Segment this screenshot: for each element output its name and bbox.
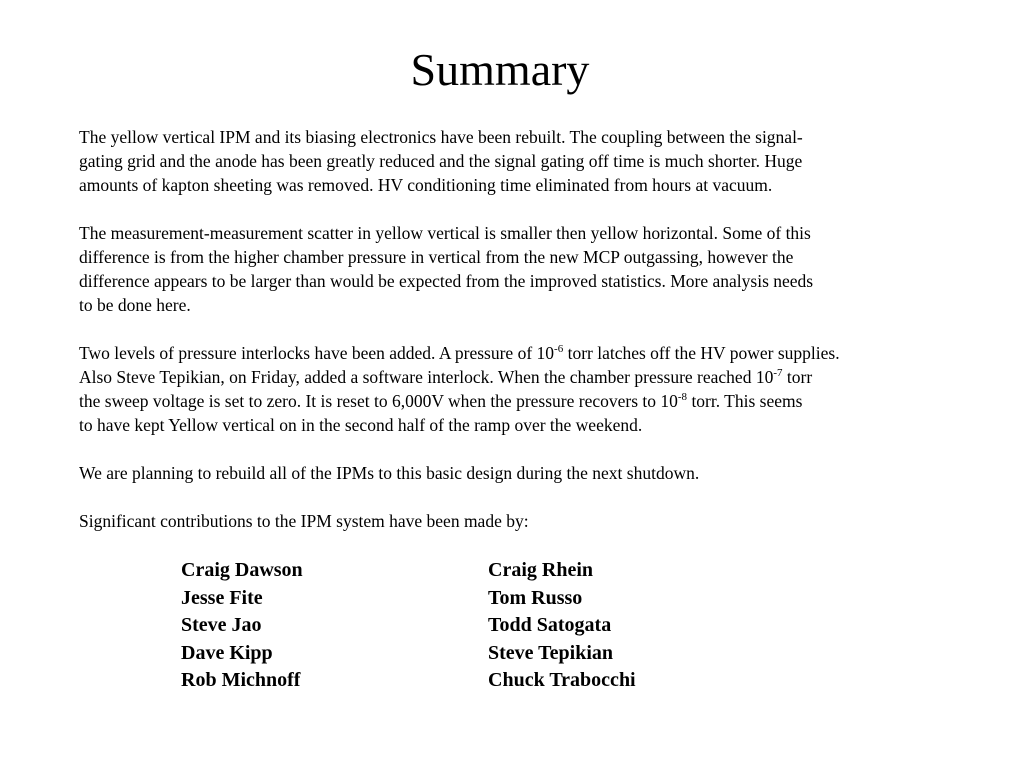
contributor-name: Steve Jao <box>181 614 262 636</box>
paragraph-scatter <box>79 221 979 317</box>
contributors-right-column <box>488 557 636 695</box>
text-segment: torr. This seems <box>687 391 803 411</box>
slide-title: Summary <box>410 44 590 95</box>
text-line: Significant contributions to the IPM system have been made by: <box>79 511 529 531</box>
contributor-name: Jesse Fite <box>181 586 263 609</box>
text-segment: torr latches off the HV power supplies. <box>563 343 840 363</box>
paragraph-plans <box>79 461 979 485</box>
contributor-name: Craig Rhein <box>488 559 593 581</box>
text-line: The measurement-measurement scatter in yellow vertical is smaller then yellow horizontal. Some of this <box>79 223 811 243</box>
exponent: -7 <box>773 367 783 380</box>
text-segment: the sweep voltage is set to zero. It is reset to 6,000V when the pressure recovers to 10 <box>79 391 678 411</box>
text-line: The yellow vertical IPM and its biasing electronics have been rebuilt. The coupling between the signal- <box>79 127 803 147</box>
exponent: -6 <box>554 343 564 356</box>
contributor-name: Steve Tepikian <box>488 641 614 664</box>
contributors-left-column <box>181 557 303 695</box>
contributor-name: Rob Michnoff <box>181 669 301 691</box>
text-line: difference appears to be larger than would be expected from the improved statistics. More analysis needs <box>79 271 814 291</box>
text-line: to be done here. <box>79 295 191 315</box>
contributor-name: Chuck Trabocchi <box>488 669 636 691</box>
contributor-name: Dave Kipp <box>181 641 273 664</box>
contributor-name: Tom Russo <box>488 586 583 609</box>
text-line: amounts of kapton sheeting was removed. HV conditioning time eliminated from hours at vacuum. <box>79 175 773 195</box>
text-segment: Also Steve Tepikian, on Friday, added a software interlock. When the chamber pressure reached 10 <box>79 367 774 387</box>
paragraph-interlocks <box>79 341 979 437</box>
text-line: We are planning to rebuild all of the IPMs to this basic design during the next shutdown. <box>79 463 700 483</box>
text-line: gating grid and the anode has been greatly reduced and the signal gating off time is much shorter. Huge <box>79 151 803 171</box>
text-segment: torr <box>782 367 813 387</box>
text-line: to have kept Yellow vertical on in the second half of the ramp over the weekend. <box>79 415 643 435</box>
contributor-name: Todd Satogata <box>488 614 612 636</box>
text-line <box>79 389 979 413</box>
text-line <box>79 341 979 365</box>
slide-body <box>79 125 979 557</box>
contributor-name: Craig Dawson <box>181 559 303 581</box>
paragraph-contributions <box>79 509 979 533</box>
text-line: difference is from the higher chamber pressure in vertical from the new MCP outgassing, however the <box>79 247 794 267</box>
text-segment: Two levels of pressure interlocks have been added. A pressure of 10 <box>79 343 555 363</box>
paragraph-rebuild <box>79 125 979 197</box>
exponent: -8 <box>677 391 688 404</box>
text-line <box>79 365 979 389</box>
